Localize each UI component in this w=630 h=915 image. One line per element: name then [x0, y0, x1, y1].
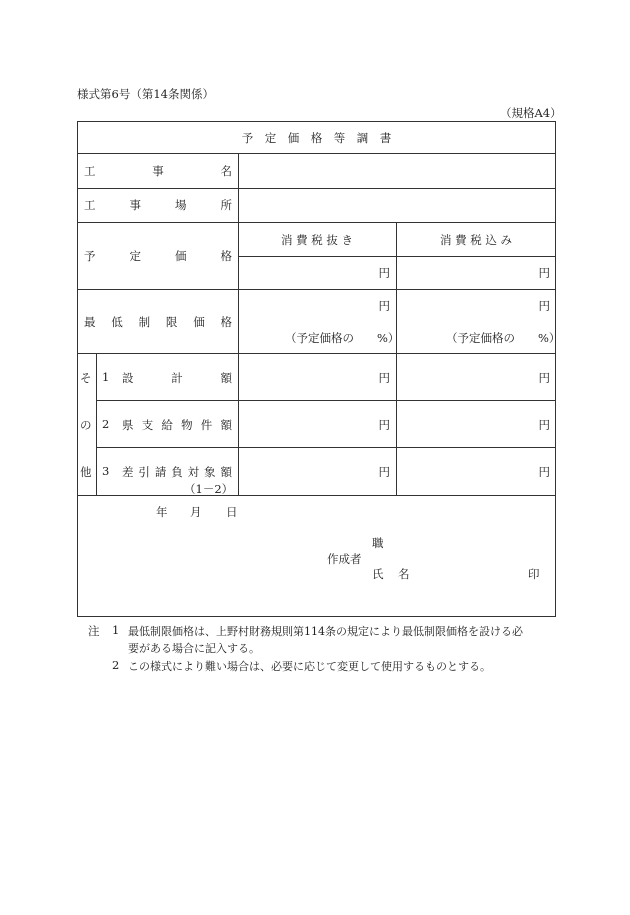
- other-label-3: 他: [80, 465, 92, 479]
- row-line: [77, 495, 556, 496]
- label-char: 支: [141, 418, 154, 432]
- item3-number: 3: [102, 464, 110, 478]
- label-char: 低: [111, 315, 123, 329]
- item2-number: 2: [102, 417, 110, 431]
- label-char: 価: [175, 249, 187, 263]
- label-char: 負: [171, 465, 183, 479]
- item1-label: [122, 370, 232, 386]
- label-char: 所: [220, 198, 232, 212]
- item1-excluded-yen: 円: [378, 371, 390, 385]
- minimum-price-label: [84, 314, 232, 330]
- label-char: 象: [204, 465, 216, 479]
- label-char: 名: [220, 164, 232, 178]
- construction-name-label: [84, 163, 232, 179]
- seal-mark: 印: [528, 567, 540, 581]
- size-note: （規格A4）: [500, 106, 562, 120]
- planned-price-included-yen: 円: [538, 266, 550, 280]
- label-char: 設: [122, 371, 134, 385]
- author-position: 職: [372, 536, 384, 550]
- row-line: [96, 447, 556, 448]
- label-char: 事: [129, 198, 141, 212]
- author-name-1: 氏: [372, 567, 384, 581]
- date-day: 日: [226, 505, 238, 519]
- item2-included-yen: 円: [538, 418, 550, 432]
- planned-price-excluded-yen: 円: [378, 266, 390, 280]
- label-char: 差: [122, 465, 134, 479]
- label-char: 対: [187, 465, 200, 479]
- item3-formula: （1－2）: [184, 482, 234, 496]
- author-name-2: 名: [398, 567, 410, 581]
- label-char: 格: [220, 315, 232, 329]
- item1-number: 1: [102, 370, 110, 384]
- item2-excluded-yen: 円: [378, 418, 390, 432]
- notes-prefix: 注: [88, 624, 100, 638]
- label-char: 工: [84, 164, 96, 178]
- date-year: 年: [156, 505, 168, 519]
- note2-text: この様式により難い場合は、必要に応じて変更して使用するものとする。: [128, 660, 491, 673]
- form-title: 予 定 価 格 等 調 書: [241, 131, 392, 145]
- note1-line1: 最低制限価格は、上野村財務規則第114条の規定により最低制限価格を設ける必: [128, 625, 523, 638]
- row-line: [77, 353, 556, 354]
- author-label: 作成者: [327, 552, 362, 566]
- label-char: 場: [175, 198, 187, 212]
- construction-site-label: [84, 197, 232, 213]
- minimum-price-excluded-yen: 円: [378, 299, 390, 313]
- label-char: 件: [200, 418, 213, 432]
- tax-included-header: 消 費 税 込 み: [439, 233, 513, 247]
- label-char: 限: [165, 315, 178, 329]
- minimum-price-included-yen: 円: [538, 299, 550, 313]
- item3-included-yen: 円: [538, 465, 550, 479]
- label-char: 最: [84, 315, 96, 329]
- label-char: 計: [171, 371, 183, 385]
- label-char: 工: [84, 198, 96, 212]
- form-number: 様式第6号（第14条関係）: [77, 87, 214, 101]
- label-char: 事: [152, 164, 164, 178]
- label-char: 物: [181, 418, 193, 432]
- date-month: 月: [190, 505, 202, 519]
- label-char: 格: [220, 249, 232, 263]
- other-label-2: の: [80, 418, 92, 432]
- label-char: 額: [220, 465, 232, 479]
- other-label-1: そ: [80, 371, 92, 385]
- minimum-price-included-percent: （予定価格の %）: [446, 331, 561, 345]
- label-char: 県: [122, 418, 134, 432]
- column-line: [96, 353, 97, 495]
- note1-line2: 要がある場合に記入する。: [128, 642, 260, 655]
- column-line: [238, 153, 239, 495]
- row-line: [77, 289, 556, 290]
- item1-included-yen: 円: [538, 371, 550, 385]
- form-table: [77, 121, 556, 617]
- label-char: 額: [220, 371, 232, 385]
- item3-label: [122, 464, 232, 480]
- planned-price-label: [84, 248, 232, 264]
- label-char: 請: [154, 465, 167, 479]
- label-char: 額: [220, 418, 232, 432]
- label-char: 引: [138, 465, 150, 479]
- note1-number: 1: [112, 623, 120, 637]
- row-line: [96, 400, 556, 401]
- column-line: [396, 222, 397, 495]
- row-line: [77, 153, 556, 154]
- label-char: 定: [129, 249, 141, 263]
- label-char: 制: [138, 315, 151, 329]
- tax-excluded-header: 消 費 税 抜 き: [280, 233, 354, 247]
- row-line: [238, 256, 556, 257]
- minimum-price-excluded-percent: （予定価格の %）: [285, 331, 400, 345]
- note2-number: 2: [112, 658, 120, 672]
- label-char: 給: [161, 418, 173, 432]
- row-line: [77, 222, 556, 223]
- item3-excluded-yen: 円: [378, 465, 390, 479]
- label-char: 予: [84, 249, 96, 263]
- row-line: [77, 188, 556, 189]
- item2-label: [122, 417, 232, 433]
- label-char: 価: [193, 315, 205, 329]
